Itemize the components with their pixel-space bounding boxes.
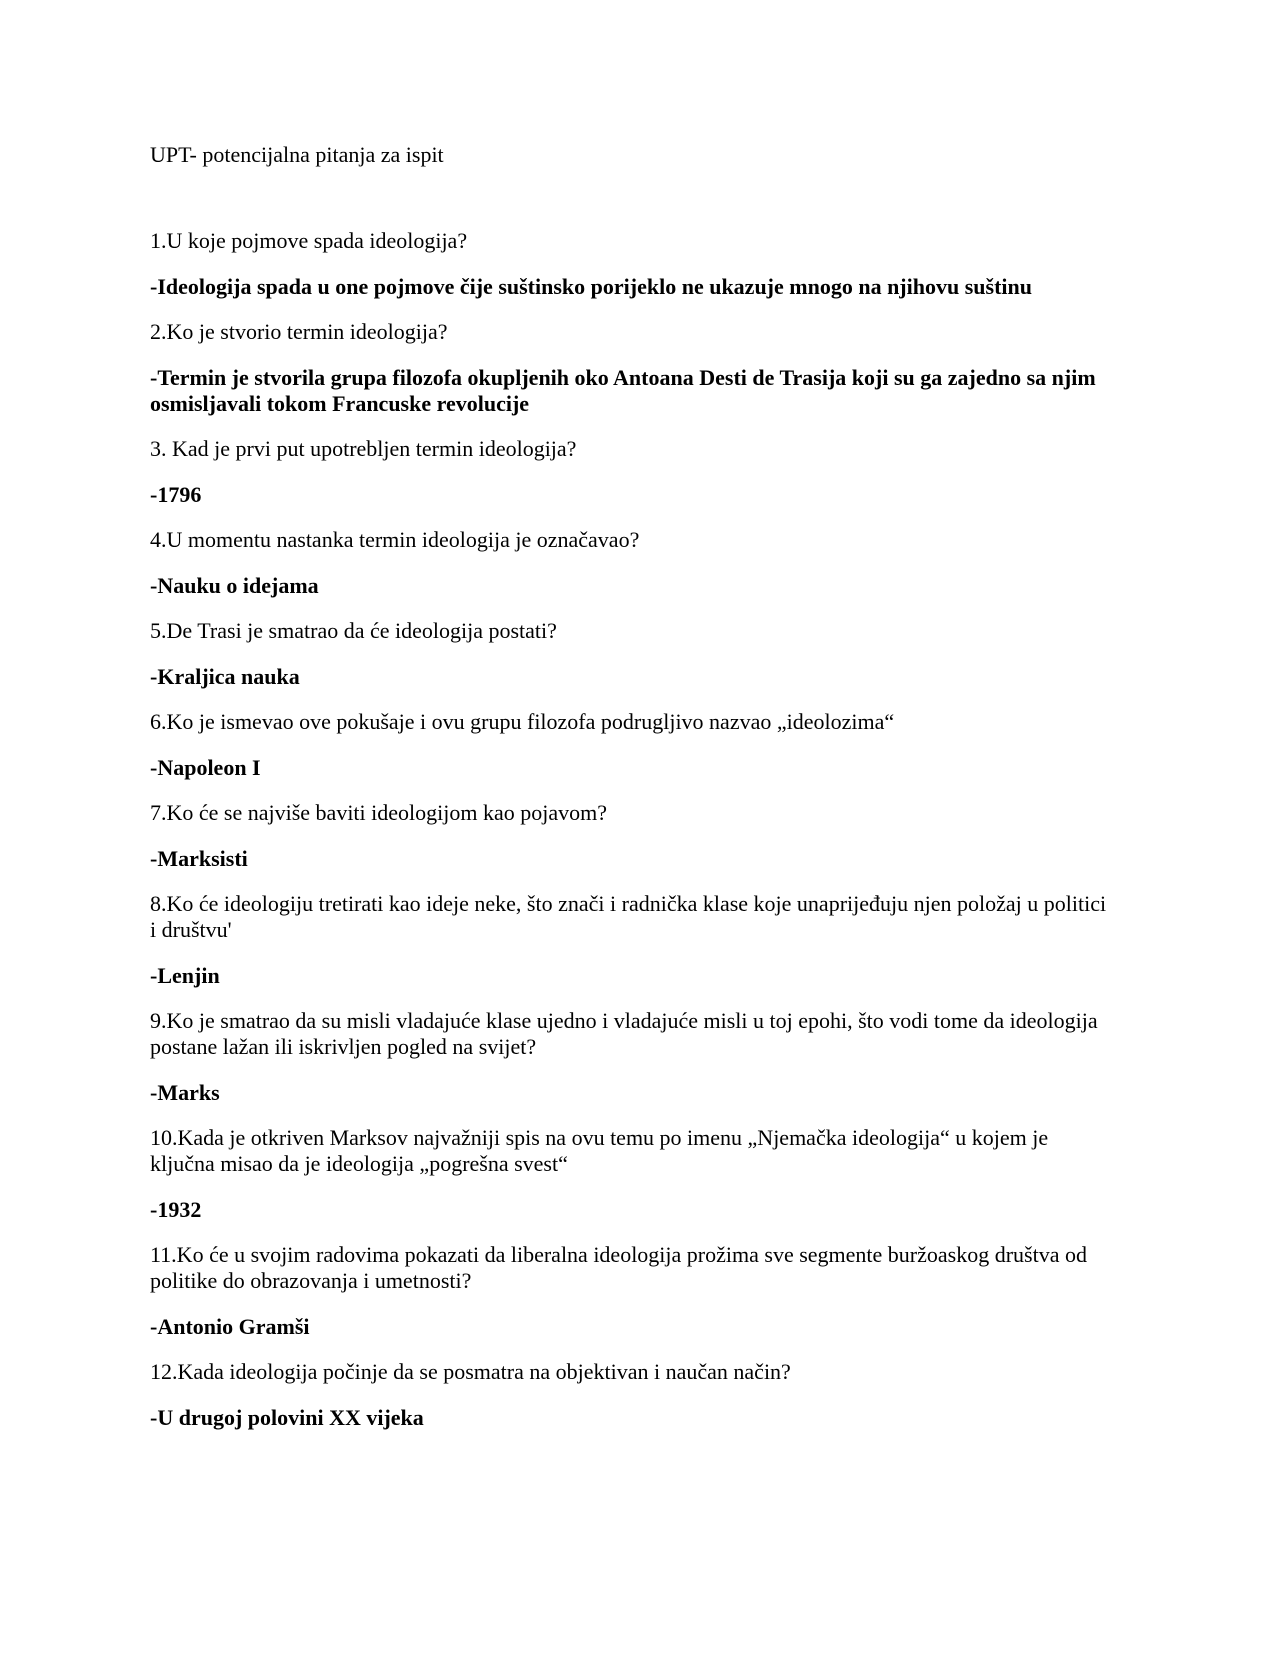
- answer-7: -Marksisti: [150, 846, 248, 871]
- question-10: 10.Kada je otkriven Marksov najvažniji spis na ovu temu po imenu „Njemačka ideologija“ u kojem je ključna misao da je ideologija „pogrešna svest“: [150, 1125, 1049, 1176]
- question-list: [150, 228, 1110, 1431]
- answer-1: -Ideologija spada u one pojmove čije suštinsko porijeklo ne ukazuje mnogo na njihovu suštinu: [150, 274, 1032, 299]
- answer-11: -Antonio Gramši: [150, 1314, 310, 1339]
- question-7: 7.Ko će se najviše baviti ideologijom kao pojavom?: [150, 800, 608, 825]
- answer-10: -1932: [150, 1197, 202, 1222]
- document-title: UPT- potencijalna pitanja za ispit: [150, 142, 444, 167]
- question-8: 8.Ko će ideologiju tretirati kao ideje neke, što znači i radnička klase koje unaprijeđuju njen položaj u politici i društvu': [150, 891, 1107, 942]
- answer-12: -U drugoj polovini XX vijeka: [150, 1405, 424, 1430]
- question-4: 4.U momentu nastanka termin ideologija je označavao?: [150, 527, 640, 552]
- answer-3: -1796: [150, 482, 202, 507]
- question-5: 5.De Trasi je smatrao da će ideologija postati?: [150, 618, 557, 643]
- question-12: 12.Kada ideologija počinje da se posmatra na objektivan i naučan način?: [150, 1359, 791, 1384]
- question-11: 11.Ko će u svojim radovima pokazati da liberalna ideologija prožima sve segmente buržoaskog društva od politike do obrazovanja i umetnosti?: [150, 1242, 1087, 1293]
- document-page: [150, 142, 1110, 1450]
- answer-5: -Kraljica nauka: [150, 664, 300, 689]
- answer-8: -Lenjin: [150, 963, 220, 988]
- answer-4: -Nauku o idejama: [150, 573, 319, 598]
- question-1: 1.U koje pojmove spada ideologija?: [150, 228, 468, 253]
- question-6: 6.Ko je ismevao ove pokušaje i ovu grupu filozofa podrugljivo nazvao „ideolozima“: [150, 709, 895, 734]
- answer-6: -Napoleon I: [150, 755, 261, 780]
- question-9: 9.Ko je smatrao da su misli vladajuće klase ujedno i vladajuće misli u toj epohi, što vodi tome da ideologija postane lažan ili iskrivljen pogled na svijet?: [150, 1008, 1098, 1059]
- question-2: 2.Ko je stvorio termin ideologija?: [150, 319, 448, 344]
- question-3: 3. Kad je prvi put upotrebljen termin ideologija?: [150, 436, 577, 461]
- answer-2: -Termin je stvorila grupa filozofa okupljenih oko Antoana Desti de Trasija koji su ga zajedno sa njim osmisljavali tokom Francuske revolucije: [150, 365, 1096, 416]
- answer-9: -Marks: [150, 1080, 220, 1105]
